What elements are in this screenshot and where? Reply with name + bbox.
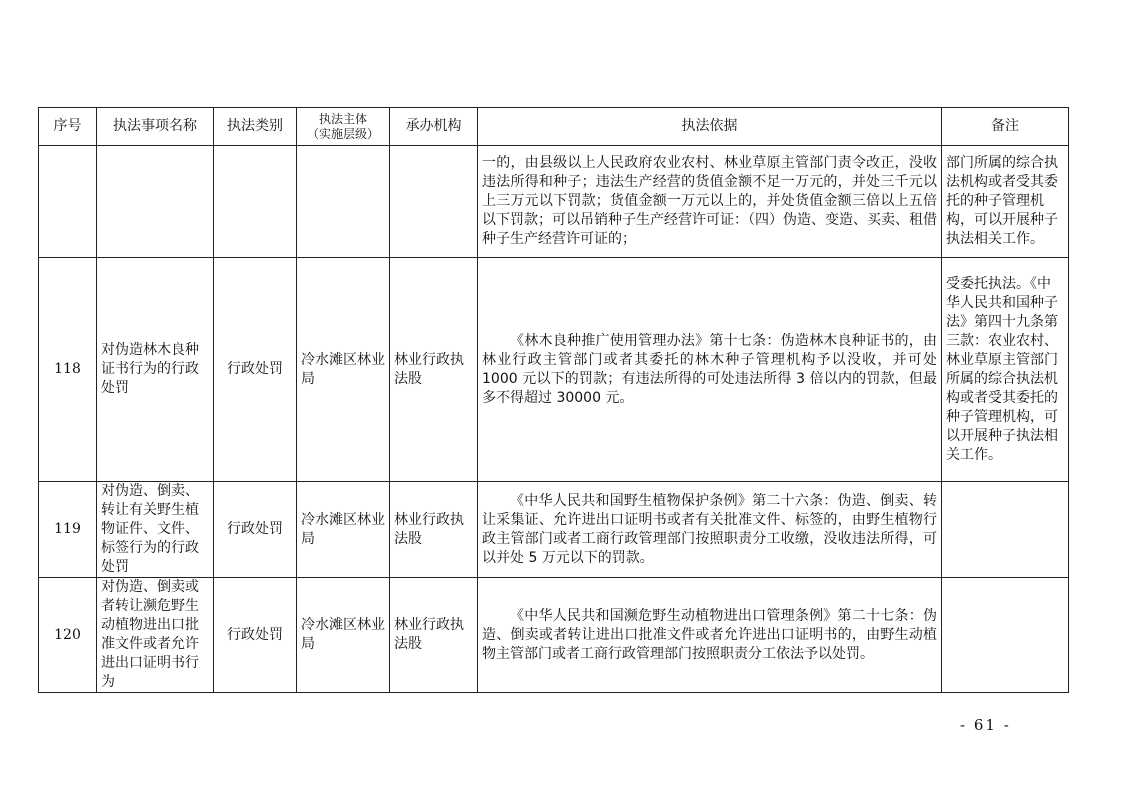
law-enforcement-table — [38, 107, 1069, 693]
header-agency: 承办机构 — [390, 108, 478, 146]
row-no: 118 — [39, 258, 97, 482]
row-agency — [390, 146, 478, 258]
table-header-row — [39, 108, 1069, 146]
row-basis — [478, 258, 942, 482]
table-row — [39, 482, 1069, 578]
header-no: 序号 — [39, 108, 97, 146]
row-remark — [942, 578, 1069, 693]
row-item-name: 对伪造林木良种证书行为的行政处罚 — [97, 258, 214, 482]
table-row — [39, 146, 1069, 258]
row-basis — [478, 146, 942, 258]
row-subject: 冷水滩区林业局 — [297, 578, 390, 693]
header-subject — [297, 108, 390, 146]
row-subject: 冷水滩区林业局 — [297, 482, 390, 578]
row-basis-text: 《林木良种推广使用管理办法》第十七条：伪造林木良种证书的，由林业行政主管部门或者其委托的林木种子管理机构予以没收，并可处 1000 元以下的罚款；有违法所得的可处违法所得 3 倍以内的罚款，但最多不得超过 30000 元。 — [482, 332, 937, 406]
row-item-name: 对伪造、倒卖或者转让濒危野生动植物进出口批准文件或者允许进出口证明书行为 — [97, 578, 214, 693]
row-category: 行政处罚 — [214, 258, 297, 482]
row-agency: 林业行政执法股 — [390, 578, 478, 693]
row-remark — [942, 482, 1069, 578]
header-remark: 备注 — [942, 108, 1069, 146]
header-item-name: 执法事项名称 — [97, 108, 214, 146]
header-basis: 执法依据 — [478, 108, 942, 146]
row-category: 行政处罚 — [214, 482, 297, 578]
row-remark: 部门所属的综合执法机构或者受其委托的种子管理机构，可以开展种子执法相关工作。 — [942, 146, 1069, 258]
header-subject-line1: 执法主体 — [318, 111, 367, 126]
row-remark: 受委托执法。《中华人民共和国种子法》第四十九条第三款：农业农村、林业草原主管部门所属的综合执法机构或者受其委托的种子管理机构，可以开展种子执法相关工作。 — [942, 258, 1069, 482]
row-category: 行政处罚 — [214, 578, 297, 693]
row-no — [39, 146, 97, 258]
header-subject-line2: （实施层级） — [306, 126, 379, 141]
row-basis — [478, 578, 942, 693]
row-basis-text: 《中华人民共和国濒危野生动植物进出口管理条例》第二十七条：伪造、倒卖或者转让进出口批准文件或者允许进出口证明书的，由野生动植物主管部门或者工商行政管理部门按照职责分工依法予以处罚。 — [482, 607, 937, 662]
header-category: 执法类别 — [214, 108, 297, 146]
table-row — [39, 578, 1069, 693]
row-basis — [478, 482, 942, 578]
row-basis-text: 一的，由县级以上人民政府农业农村、林业草原主管部门责令改正，没收违法所得和种子；违法生产经营的货值金额不足一万元的，并处三千元以上三万元以下罚款；货值金额一万元以上的，并处货值金额三倍以上五倍以下罚款；可以吊销种子生产经营许可证：（四）伪造、变造、买卖、租借种子生产经营许可证的； — [482, 155, 937, 247]
row-no: 120 — [39, 578, 97, 693]
row-item-name: 对伪造、倒卖、转让有关野生植物证件、文件、标签行为的行政处罚 — [97, 482, 214, 578]
page-number: - 61 - — [960, 716, 1011, 734]
table-row — [39, 258, 1069, 482]
row-basis-text: 《中华人民共和国野生植物保护条例》第二十六条：伪造、倒卖、转让采集证、允许进出口证明书或者有关批准文件、标签的，由野生植物行政主管部门或者工商行政管理部门按照职责分工收缴，没收违法所得，可以并处 5 万元以下的罚款。 — [482, 492, 937, 566]
row-agency: 林业行政执法股 — [390, 482, 478, 578]
row-subject — [297, 146, 390, 258]
row-agency: 林业行政执法股 — [390, 258, 478, 482]
row-no: 119 — [39, 482, 97, 578]
row-subject: 冷水滩区林业局 — [297, 258, 390, 482]
row-category — [214, 146, 297, 258]
row-item-name — [97, 146, 214, 258]
